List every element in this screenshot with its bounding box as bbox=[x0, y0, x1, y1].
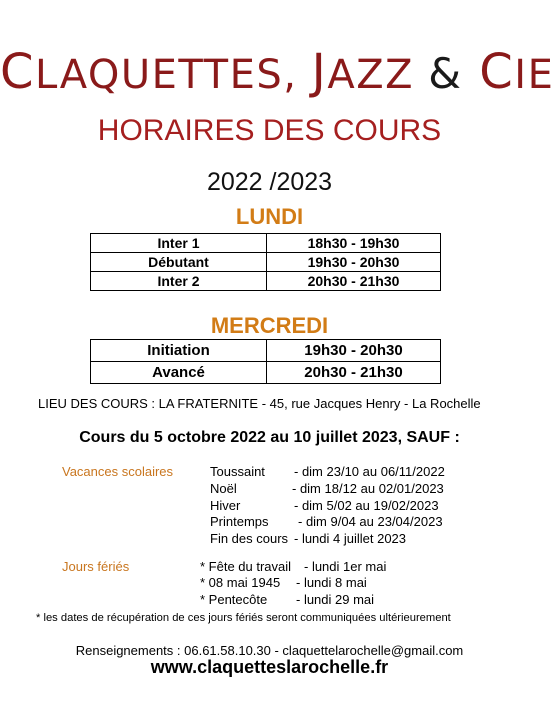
list-item: - lundi 8 mai bbox=[296, 575, 367, 590]
schedule-table-lundi bbox=[90, 233, 441, 291]
level-cell: Inter 2 bbox=[91, 272, 267, 291]
table-row bbox=[91, 272, 441, 291]
list-item: - lundi 4 juillet 2023 bbox=[294, 531, 407, 546]
day-heading-lundi: LUNDI bbox=[235, 204, 304, 229]
page-title: HORAIRES DES COURS bbox=[97, 114, 442, 147]
logo-text: AZZ bbox=[327, 52, 429, 98]
level-cell: Avancé bbox=[91, 362, 267, 384]
logo-text: LAQUETTES, bbox=[35, 52, 312, 98]
website-link[interactable]: www.claquetteslarochelle.fr bbox=[150, 657, 389, 677]
level-cell: Inter 1 bbox=[91, 234, 267, 253]
list-item: - dim 5/02 au 19/02/2023 bbox=[294, 498, 439, 513]
course-period: Cours du 5 octobre 2022 au 10 juillet 2023, SAUF : bbox=[79, 429, 460, 446]
time-cell: 20h30 - 21h30 bbox=[267, 272, 441, 291]
list-item: Noël bbox=[210, 481, 237, 496]
logo bbox=[0, 44, 554, 100]
logo-text: J bbox=[311, 44, 328, 100]
logo-text: C bbox=[0, 44, 36, 100]
season: 2022 /2023 bbox=[206, 168, 333, 196]
list-item: - dim 9/04 au 23/04/2023 bbox=[298, 514, 443, 529]
table-row bbox=[91, 234, 441, 253]
table-row bbox=[91, 340, 441, 362]
time-cell: 18h30 - 19h30 bbox=[267, 234, 441, 253]
location-text: LIEU DES COURS : LA FRATERNITE - 45, rue Jacques Henry - La Rochelle bbox=[38, 396, 481, 411]
logo-text: IE bbox=[514, 52, 554, 98]
list-item: Fin des cours bbox=[210, 531, 289, 546]
contact-info: Renseignements : 06.61.58.10.30 - claquettelarochelle@gmail.com bbox=[75, 643, 464, 658]
level-cell: Initiation bbox=[91, 340, 267, 362]
vacances-label: Vacances scolaires bbox=[62, 464, 174, 479]
list-item: - lundi 1er mai bbox=[304, 559, 387, 574]
list-item: * Pentecôte bbox=[200, 592, 268, 607]
table-row bbox=[91, 362, 441, 384]
list-item: Hiver bbox=[210, 498, 241, 513]
list-item: - dim 18/12 au 02/01/2023 bbox=[292, 481, 444, 496]
list-item: - lundi 29 mai bbox=[296, 592, 375, 607]
logo-text: C bbox=[462, 44, 515, 100]
time-cell: 20h30 - 21h30 bbox=[267, 362, 441, 384]
logo-ampersand: & bbox=[428, 49, 463, 98]
schedule-table-mercredi bbox=[90, 339, 441, 384]
list-item: Toussaint bbox=[210, 464, 265, 479]
level-cell: Débutant bbox=[91, 253, 267, 272]
day-heading-mercredi: MERCREDI bbox=[210, 313, 329, 338]
footnote: * les dates de récupération de ces jours fériés seront communiquées ultérieurement bbox=[36, 612, 451, 624]
list-item: * Fête du travail bbox=[200, 559, 292, 574]
list-item: Printemps bbox=[210, 514, 269, 529]
time-cell: 19h30 - 20h30 bbox=[267, 253, 441, 272]
list-item: - dim 23/10 au 06/11/2022 bbox=[294, 464, 445, 479]
time-cell: 19h30 - 20h30 bbox=[267, 340, 441, 362]
table-row bbox=[91, 253, 441, 272]
list-item: * 08 mai 1945 bbox=[200, 575, 281, 590]
feries-label: Jours fériés bbox=[62, 559, 130, 574]
